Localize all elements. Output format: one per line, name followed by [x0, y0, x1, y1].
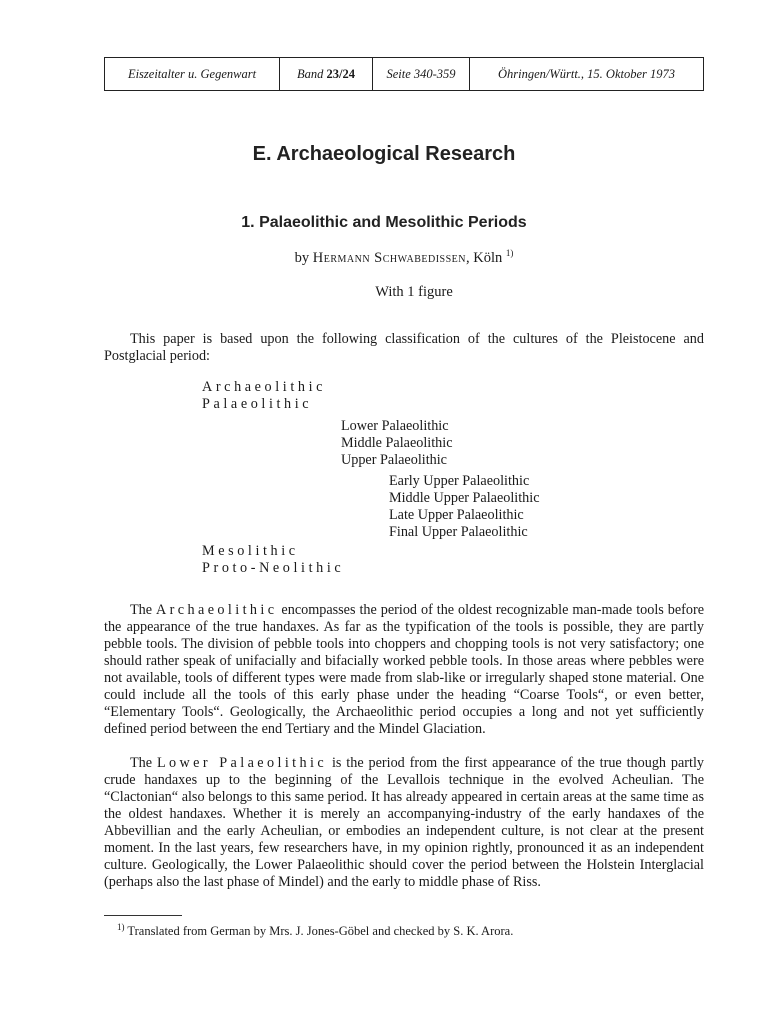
- class-lower-palaeolithic: Lower Palaeolithic: [341, 418, 449, 434]
- footnote-ref: 1): [505, 248, 514, 258]
- place-date: Öhringen/Württ., 15. Oktober 1973: [497, 66, 676, 81]
- journal-header: [104, 57, 704, 91]
- byline-prefix: by: [294, 249, 310, 266]
- author-affiliation: , Köln: [465, 249, 503, 266]
- class-proto-neolithic: Proto-Neolithic: [202, 560, 345, 576]
- page-range: Seite 340-359: [373, 58, 470, 90]
- section-title: E. Archaeological Research: [252, 143, 516, 165]
- paper-title: 1. Palaeolithic and Mesolithic Periods: [241, 214, 527, 231]
- para2-lead: The: [130, 755, 153, 771]
- footnote-mark: 1): [117, 922, 125, 932]
- volume-number: 23/24: [326, 66, 355, 81]
- class-final-upper: Final Upper Palaeolithic: [389, 524, 528, 540]
- class-palaeolithic: Palaeolithic: [202, 396, 313, 412]
- volume-label: Band: [297, 66, 324, 81]
- class-upper-palaeolithic: Upper Palaeolithic: [341, 452, 447, 468]
- para1-lead: The: [130, 602, 153, 618]
- journal-name: Eiszeitalter u. Gegenwart: [105, 58, 280, 90]
- para2-term: Lower Palaeolithic: [156, 755, 328, 771]
- paragraph-archaeolithic: [104, 602, 704, 738]
- byline: [0, 248, 768, 267]
- author-name: Hermann Schwabedissen: [312, 249, 466, 266]
- class-archaeolithic: Archaeolithic: [202, 379, 327, 395]
- class-middle-upper: Middle Upper Palaeolithic: [389, 490, 540, 506]
- class-late-upper: Late Upper Palaeolithic: [389, 507, 524, 523]
- figure-note: With 1 figure: [375, 284, 453, 300]
- para1-term: Archaeolithic: [156, 602, 278, 618]
- footnote: [117, 922, 513, 939]
- volume: [280, 58, 373, 90]
- class-early-upper: Early Upper Palaeolithic: [389, 473, 530, 489]
- class-middle-palaeolithic: Middle Palaeolithic: [341, 435, 453, 451]
- class-mesolithic: Mesolithic: [202, 543, 299, 559]
- footnote-text: Translated from German by Mrs. J. Jones-Göbel and checked by S. K. Arora.: [127, 924, 514, 939]
- para2-text: is the period from the first appearance of the true though partly crude handaxes up to the beginning of the Levallois technique in the evolved Acheulian. The “Clactonian“ also belongs to this same period. It has already appeared in certain areas at the same time as the oldest handaxes. Whether it is merely an accompanying-industry of the early handaxes of the Abbevillian and the early Acheulian, or embodies an independent culture, is not clear at the present moment. In the last years, few researchers have, in my opinion rightly, pronounced it as an independent culture. Geologically, the Lower Palaeolithic should cover the period between the Holstein Interglacial (perhaps also the last phase of Mindel) and the early to middle phase of Riss.: [104, 755, 705, 890]
- footnote-divider: [104, 915, 182, 916]
- para1-text: encompasses the period of the oldest recognizable man-made tools before the appearance of the true handaxes. As far as the typification of the tools is possible, they are partly pebble tools. The division of pebble tools into choppers and chopping tools is not very satisfactory; one should rather speak of unifacially and bifacially worked pebble tools. In those areas where pebbles were not available, tools of different types were made from slab-like or irregularly shaped stone material. One could include all the tools of this early phase under the heading “Coarse Tools“, or even better, “Elementary Tools“. Geologically, the Archaeolithic period occupies a long and not yet sufficiently defined period between the end Tertiary and the Mindel Glaciation.: [104, 602, 704, 737]
- intro-paragraph: This paper is based upon the following classification of the cultures of the Pleistocene and Postglacial period:: [104, 331, 704, 364]
- paragraph-lower-palaeolithic: [104, 755, 704, 891]
